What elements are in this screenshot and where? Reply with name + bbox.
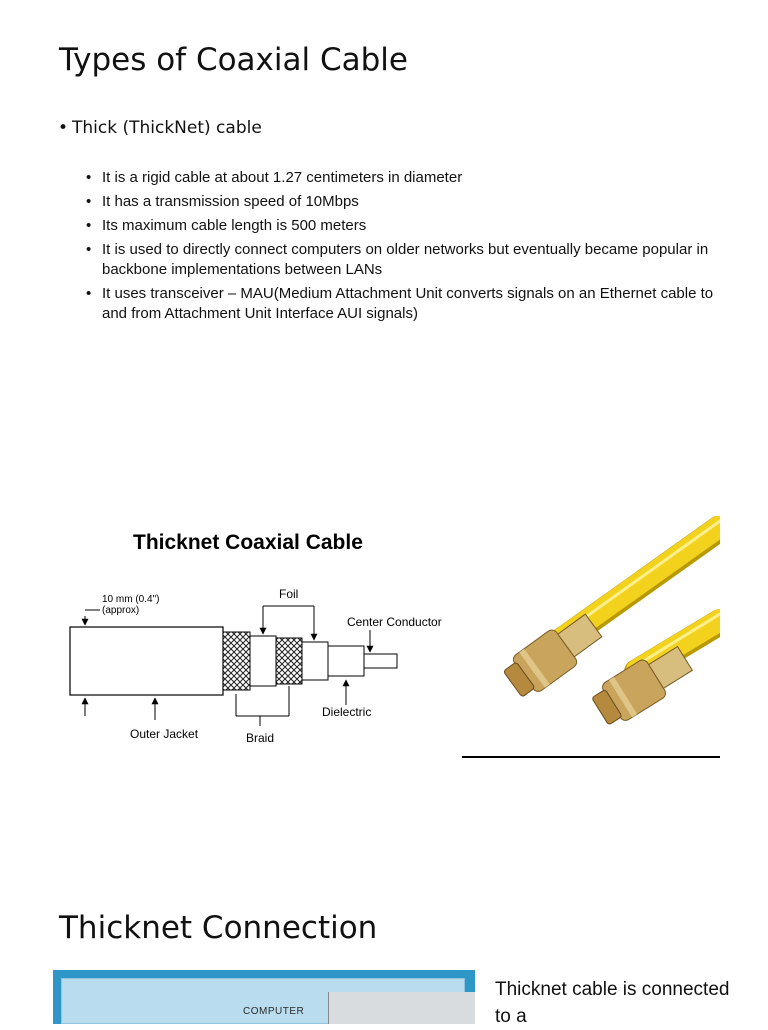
diameter-label: 10 mm (0.4") bbox=[102, 594, 160, 605]
braid-label: Braid bbox=[246, 731, 275, 745]
thicknet-cable-diagram bbox=[60, 520, 450, 760]
foil-shape bbox=[250, 636, 276, 686]
sub-bullet: • It is used to directly connect computers on older networks but eventually became popular in backbone implementations between LANs bbox=[86, 240, 726, 280]
slide-title: Types of Coaxial Cable bbox=[59, 42, 408, 78]
computer-tower-shape bbox=[328, 992, 475, 1024]
sub-bullet: • It is a rigid cable at about 1.27 centimeters in diameter bbox=[86, 168, 726, 188]
center-conductor-shape bbox=[364, 654, 397, 668]
bullet-dot: • bbox=[58, 118, 69, 138]
main-bullet bbox=[58, 118, 262, 138]
outer-jacket-label: Outer Jacket bbox=[130, 727, 199, 741]
braid-shape bbox=[276, 638, 302, 684]
dielectric-label: Dielectric bbox=[322, 705, 372, 719]
sub-bullet: • It uses transceiver – MAU(Medium Attachment Unit converts signals on an Ethernet cable to and from Attachment Unit Interface AUI signals) bbox=[86, 284, 726, 324]
main-bullet-text: Thick (ThickNet) cable bbox=[72, 118, 262, 138]
dielectric-shape bbox=[328, 646, 364, 676]
section-title: Thicknet Connection bbox=[59, 910, 378, 946]
sub-bullet: • It has a transmission speed of 10Mbps bbox=[86, 192, 726, 212]
diameter-approx-label: (approx) bbox=[102, 605, 140, 616]
braid-shape bbox=[223, 632, 250, 690]
sub-bullet: • Its maximum cable length is 500 meters bbox=[86, 216, 726, 236]
foil-shape bbox=[302, 642, 328, 680]
diagram-title: Thicknet Coaxial Cable bbox=[133, 531, 363, 554]
computer-label: COMPUTER bbox=[243, 1006, 305, 1017]
thicknet-connection-image bbox=[53, 970, 475, 1024]
connection-description: Thicknet cable is connected to a bbox=[495, 979, 730, 1027]
outer-jacket-shape bbox=[70, 627, 223, 695]
foil-label: Foil bbox=[279, 587, 299, 601]
thicknet-cable-photo bbox=[462, 516, 720, 758]
center-conductor-label: Center Conductor bbox=[347, 615, 442, 629]
sub-bullet-list bbox=[86, 168, 726, 328]
